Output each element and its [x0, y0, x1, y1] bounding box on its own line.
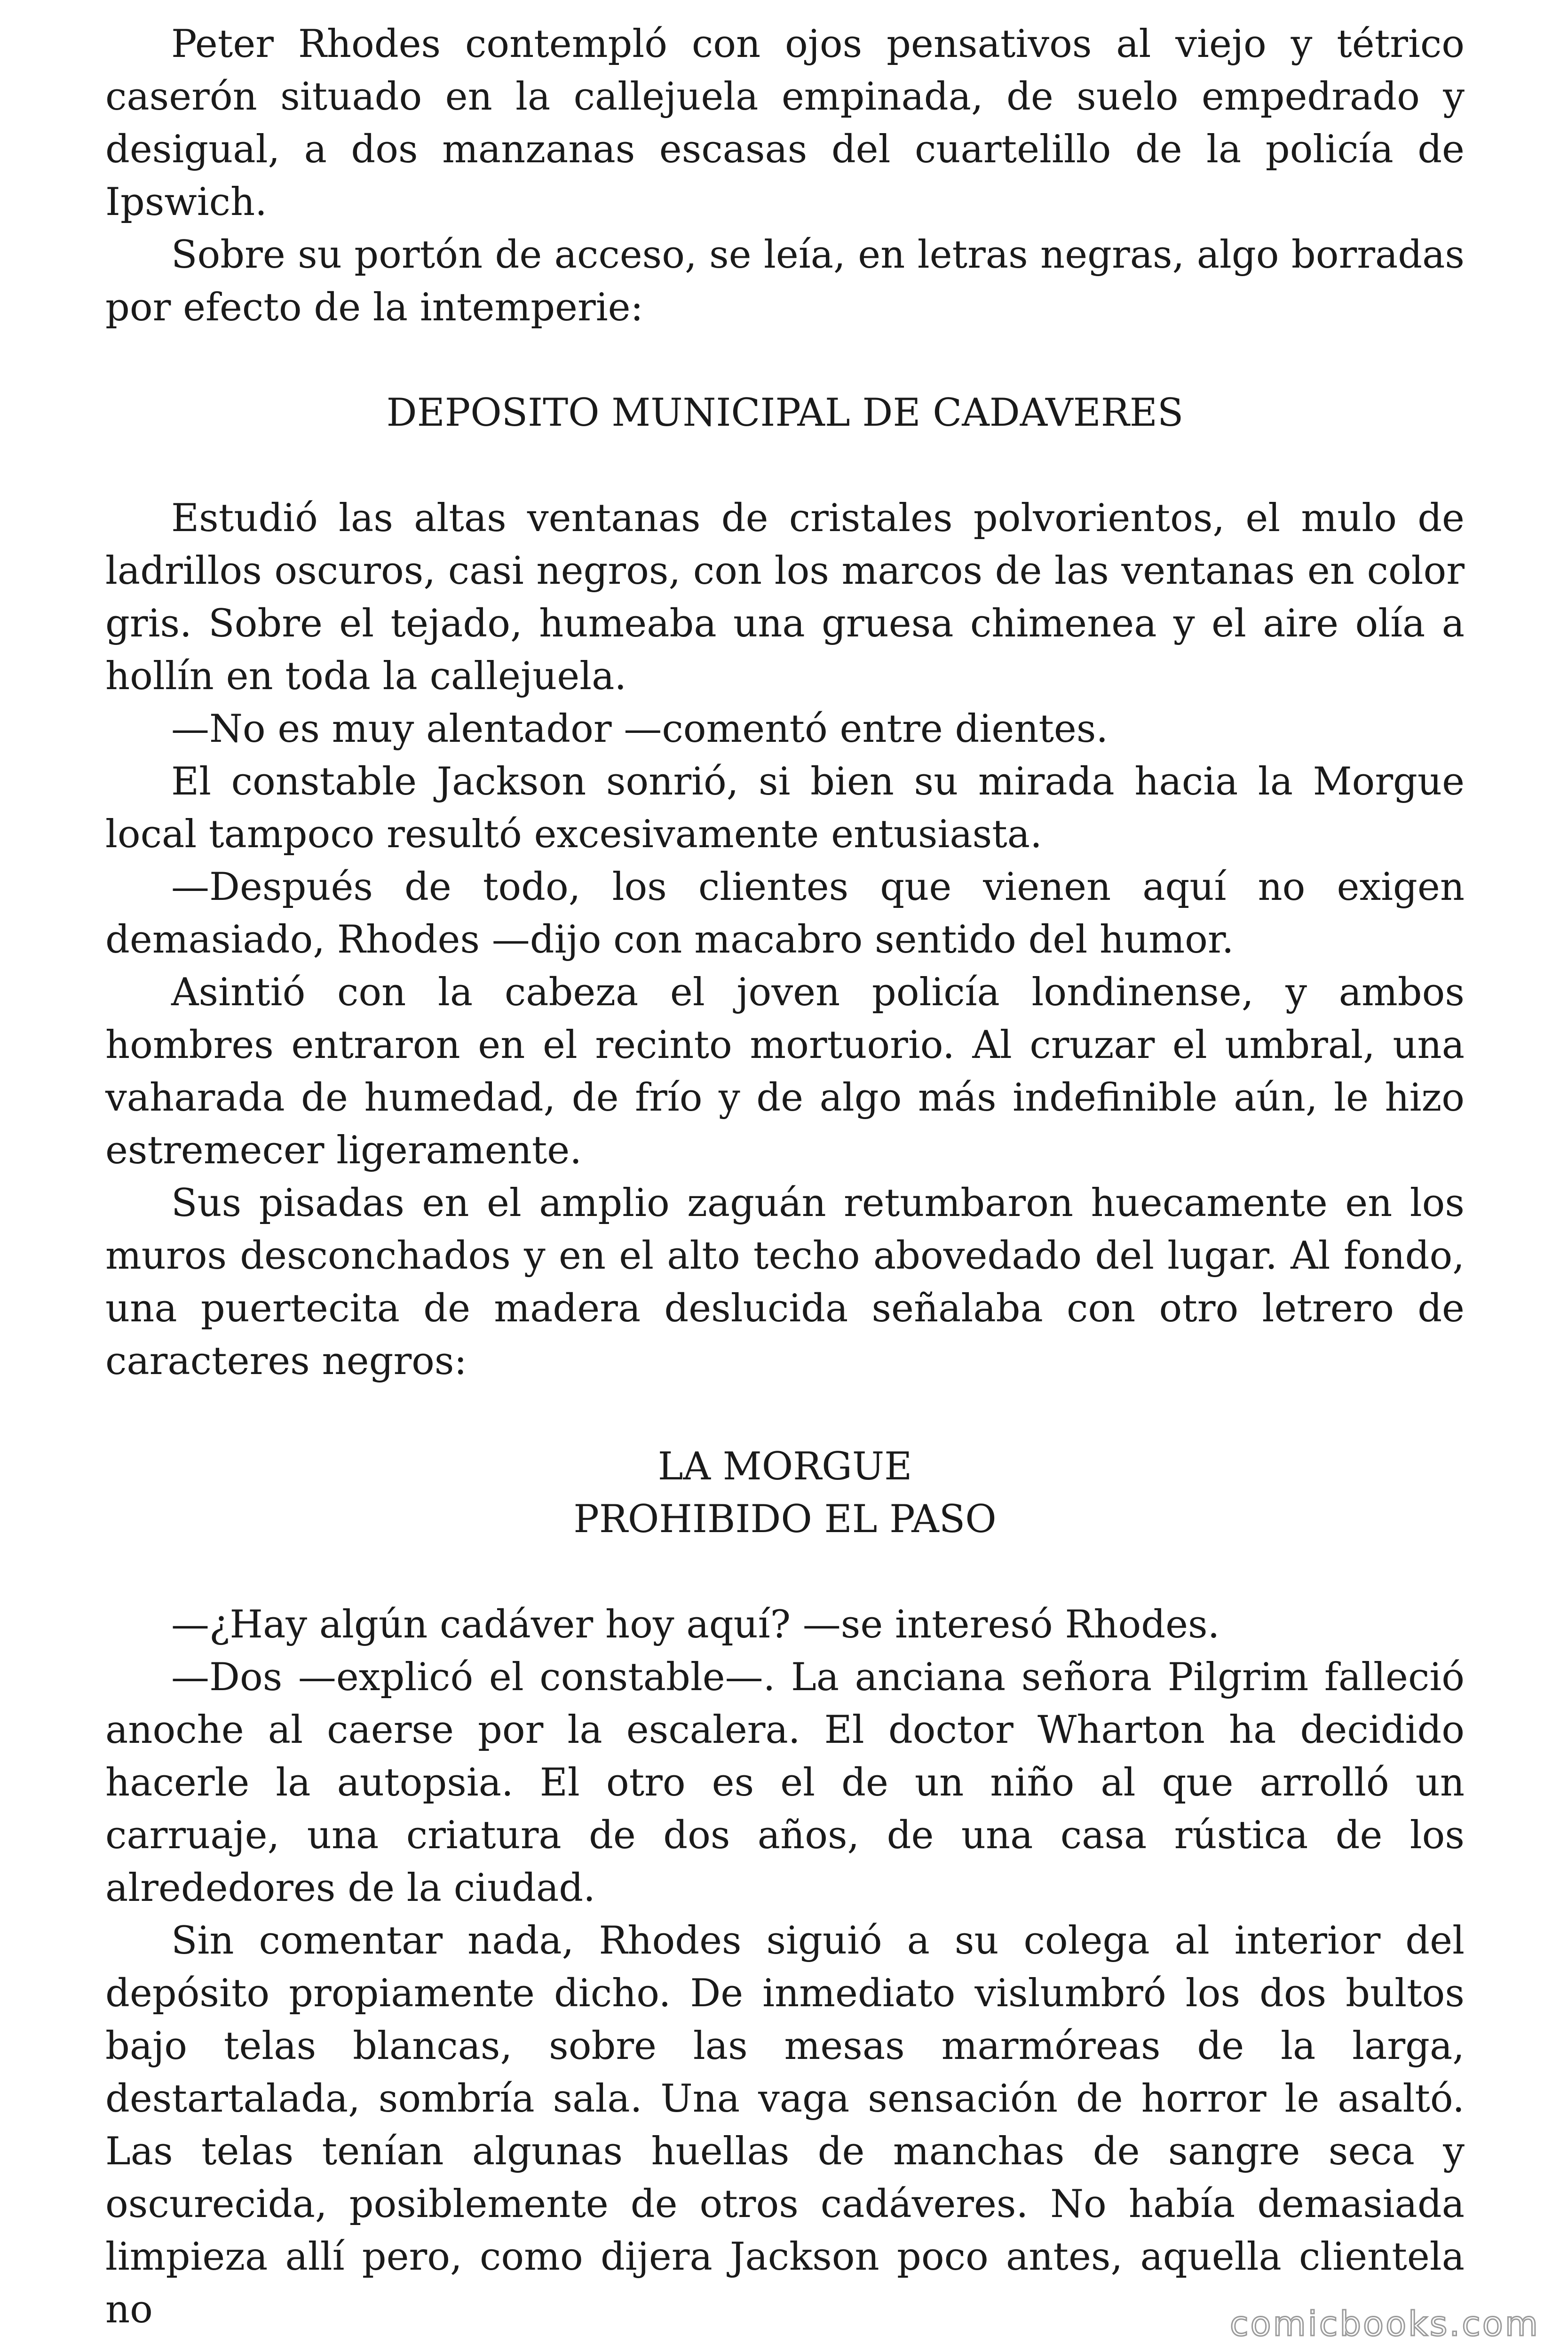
paragraph-2: Sobre su portón de acceso, se leía, en letras negras, algo borradas por efecto de la intemperie:: [105, 233, 1465, 330]
sign-deposito-municipal: DEPOSITO MUNICIPAL DE CADAVERES: [386, 391, 1184, 435]
paragraph-9: —¿Hay algún cadáver hoy aquí? —se interesó Rhodes.: [171, 1603, 1220, 1647]
sign-la-morgue-line1: LA MORGUE: [657, 1445, 912, 1489]
book-page: [105, 18, 1465, 2336]
paragraph-1: Peter Rhodes contempló con ojos pensativos al viejo y tétrico caserón situado en la callejuela empinada, de suelo empedrado y desigual, a dos manzanas escasas del cuartelillo de la policía de Ipswich.: [105, 22, 1465, 224]
paragraph-5: El constable Jackson sonrió, si bien su mirada hacia la Morgue local tampoco resultó excesivamente entusiasta.: [105, 760, 1465, 857]
watermark: comicbooks.com: [1229, 2304, 1540, 2344]
paragraph-11: Sin comentar nada, Rhodes siguió a su colega al interior del depósito propiamente dicho. De inmediato vislumbró los dos bultos bajo telas blancas, sobre las mesas marmóreas de la larga, destartalada, sombría sala. Una vaga sensación de horror le asaltó. Las telas tenían algunas huellas de manchas de sangre seca y oscurecida, posiblemente de otros cadáveres. No había demasiada limpieza allí pero, como dijera Jackson poco antes, aquella clientela no: [105, 1919, 1465, 2332]
sign-la-morgue: [105, 1440, 1465, 1546]
paragraph-3: Estudió las altas ventanas de cristales polvorientos, el mulo de ladrillos oscuros, casi negros, con los marcos de las ventanas en color gris. Sobre el tejado, humeaba una gruesa chimenea y el aire olía a hollín en toda la callejuela.: [105, 496, 1465, 699]
paragraph-8: Sus pisadas en el amplio zaguán retumbaron huecamente en los muros desconchados y en el alto techo abovedado del lugar. Al fondo, una puertecita de madera deslucida señalaba con otro letrero de caracteres negros:: [105, 1181, 1465, 1383]
sign-la-morgue-line2: PROHIBIDO EL PASO: [573, 1497, 997, 1542]
paragraph-10: —Dos —explicó el constable—. La anciana señora Pilgrim falleció anoche al caerse por la escalera. El doctor Wharton ha decidido hacerle la autopsia. El otro es el de un niño al que arrolló un carruaje, una criatura de dos años, de una casa rústica de los alrededores de la ciudad.: [105, 1655, 1465, 1910]
paragraph-6: —Después de todo, los clientes que vienen aquí no exigen demasiado, Rhodes —dijo con macabro sentido del humor.: [105, 865, 1465, 962]
paragraph-4: —No es muy alentador —comentó entre dientes.: [171, 707, 1109, 751]
paragraph-7: Asintió con la cabeza el joven policía londinense, y ambos hombres entraron en el recinto mortuorio. Al cruzar el umbral, una vaharada de humedad, de frío y de algo más indefinible aún, le hizo estremecer ligeramente.: [105, 970, 1465, 1173]
